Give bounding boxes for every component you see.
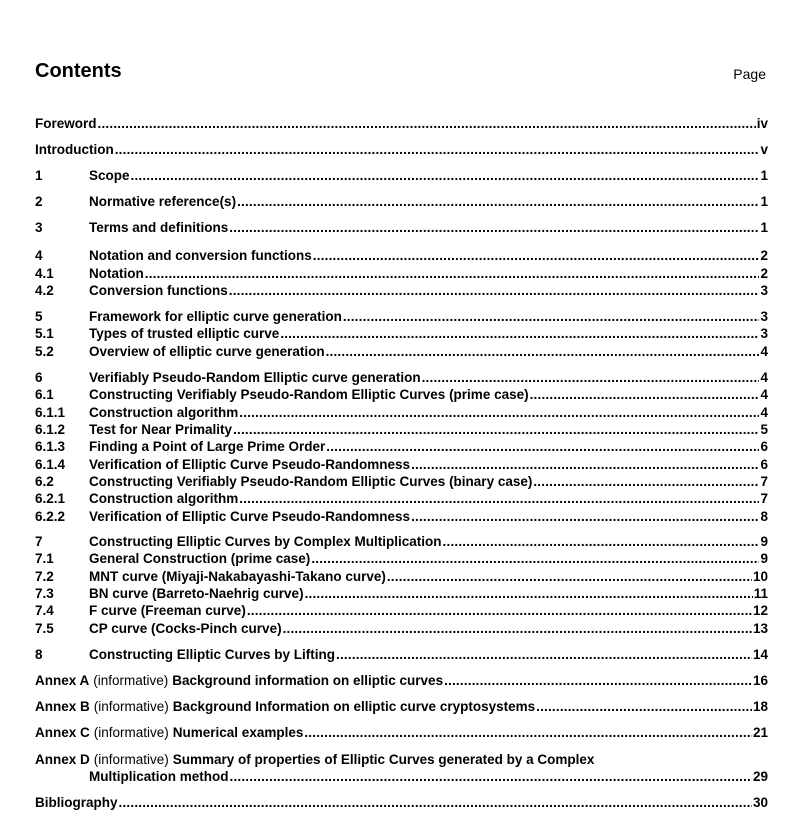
dot-leader: [280, 325, 759, 342]
toc-entry-text: BN curve (Barreto-Naehrig curve): [89, 586, 304, 601]
toc-entry[interactable]: [35, 550, 768, 567]
dot-leader: [313, 247, 760, 264]
toc-entry-text: CP curve (Cocks-Pinch curve): [89, 621, 282, 636]
toc-entry-text: Verifiably Pseudo-Random Elliptic curve generation: [89, 370, 421, 385]
toc-entry-text: Constructing Elliptic Curves by Complex Multiplication: [89, 534, 442, 549]
toc-entry[interactable]: [35, 247, 768, 264]
toc-entry-number: 4.2: [35, 283, 54, 298]
toc-entry-page: 7: [760, 474, 768, 489]
toc-entry-page: 7: [760, 491, 768, 506]
annex-label: Annex A: [35, 673, 90, 688]
toc-entry[interactable]: [35, 404, 768, 421]
dot-leader: [536, 698, 752, 715]
toc-entry-page: 14: [752, 647, 768, 662]
toc-entry-text: Construction algorithm: [89, 405, 239, 420]
toc-entry-number: 4.1: [35, 266, 54, 281]
toc-entry[interactable]: [35, 533, 768, 550]
toc-entry-number: 6.1.4: [35, 457, 66, 472]
toc-entry-page: 21: [752, 725, 768, 740]
dot-leader: [115, 141, 760, 158]
toc-entry-page: 11: [753, 586, 768, 601]
toc-entry-number: 3: [35, 220, 43, 235]
toc-entry-number: 7: [35, 534, 43, 549]
toc-entry[interactable]: [35, 438, 768, 455]
toc-entry-text: Background information on elliptic curves: [172, 673, 444, 688]
toc-entry[interactable]: [35, 193, 768, 210]
toc-entry-page: 4: [760, 387, 768, 402]
toc-entry-text: Framework for elliptic curve generation: [89, 309, 342, 324]
toc-entry-text: Normative reference(s): [89, 194, 237, 209]
toc-entry-text: Test for Near Primality: [89, 422, 233, 437]
dot-leader: [233, 421, 759, 438]
annex-type: (informative): [93, 699, 169, 714]
toc-entry-text: Verification of Elliptic Curve Pseudo-Randomness: [89, 457, 411, 472]
dot-leader: [411, 456, 759, 473]
dot-leader: [443, 533, 760, 550]
dot-leader: [237, 193, 759, 210]
toc-entry-number: 7.3: [35, 586, 54, 601]
toc-entry-number: 6.2: [35, 474, 54, 489]
toc-entry-page: 1: [760, 194, 768, 209]
dot-leader: [326, 438, 759, 455]
toc-annex-d-line1[interactable]: [35, 751, 594, 768]
toc-entry-foreword[interactable]: [35, 115, 768, 132]
dot-leader: [230, 768, 752, 785]
toc-entry-text: Bibliography: [35, 795, 118, 810]
dot-leader: [145, 265, 760, 282]
dot-leader: [533, 473, 759, 490]
toc-entry[interactable]: [35, 508, 768, 525]
toc-entry-text: Constructing Verifiably Pseudo-Random Elliptic Curves (binary case): [89, 474, 533, 489]
dot-leader: [131, 167, 760, 184]
toc-entry-page: 3: [760, 309, 768, 324]
toc-entry-page: 4: [760, 405, 768, 420]
toc-entry-page: 3: [760, 326, 768, 341]
toc-entry-page: 6: [760, 457, 768, 472]
toc-entry[interactable]: [35, 473, 768, 490]
toc-entry-page: 30: [752, 795, 768, 810]
toc-annex-d-line2[interactable]: [35, 768, 768, 785]
toc-annex-entry[interactable]: [35, 672, 768, 689]
dot-leader: [530, 386, 760, 403]
toc-entry-page: 4: [760, 370, 768, 385]
annex-label: Annex C: [35, 725, 90, 740]
toc-entry-number: 2: [35, 194, 43, 209]
toc-entry-text: F curve (Freeman curve): [89, 603, 246, 618]
dot-leader: [229, 282, 760, 299]
toc-entry[interactable]: [35, 167, 768, 184]
dot-leader: [326, 343, 760, 360]
toc-entry[interactable]: [35, 219, 768, 236]
toc-entry-text: Introduction: [35, 142, 114, 157]
toc-entry-number: 7.5: [35, 621, 54, 636]
toc-entry[interactable]: [35, 421, 768, 438]
toc-entry-number: 5: [35, 309, 43, 324]
toc-entry[interactable]: [35, 456, 768, 473]
toc-entry-page: 29: [752, 769, 768, 784]
toc-entry-page: 5: [760, 422, 768, 437]
dot-leader: [98, 115, 756, 132]
toc-entry-text: Scope: [89, 168, 130, 183]
toc-annex-entry[interactable]: [35, 698, 768, 715]
toc-entry-page: 3: [760, 283, 768, 298]
toc-entry-number: 7.2: [35, 569, 54, 584]
toc-entry-number: 7.1: [35, 551, 54, 566]
annex-type: (informative): [93, 752, 169, 767]
toc-entry-number: 8: [35, 647, 43, 662]
toc-entry-page: 16: [752, 673, 768, 688]
toc-entry-page: 4: [760, 344, 768, 359]
dot-leader: [119, 794, 752, 811]
toc-entry[interactable]: [35, 308, 768, 325]
toc-entry-page: 9: [760, 551, 768, 566]
toc-entry-text: Notation: [89, 266, 144, 281]
toc-entry-text: Notation and conversion functions: [89, 248, 312, 263]
toc-entry-page: 9: [760, 534, 768, 549]
toc-entry-number: 6: [35, 370, 43, 385]
toc-entry-text: Construction algorithm: [89, 491, 239, 506]
toc-entry-number: 7.4: [35, 603, 54, 618]
dot-leader: [304, 724, 752, 741]
toc-entry-page: 18: [752, 699, 768, 714]
toc-entry-page: 8: [760, 509, 768, 524]
dot-leader: [411, 508, 759, 525]
toc-entry[interactable]: [35, 646, 768, 663]
toc-entry-page: 1: [760, 220, 768, 235]
toc-entry-number: 6.1.2: [35, 422, 66, 437]
toc-entry-page: 12: [752, 603, 768, 618]
dot-leader: [336, 646, 752, 663]
dot-leader: [444, 672, 752, 689]
toc-entry-introduction[interactable]: [35, 141, 768, 158]
toc-entry-number: 6.2.2: [35, 509, 66, 524]
dot-leader: [239, 490, 759, 507]
toc-entry-text: Foreword: [35, 116, 97, 131]
toc-entry-text: MNT curve (Miyaji-Nakabayashi-Takano curve): [89, 569, 386, 584]
page-column-label: Page: [733, 66, 766, 82]
annex-label: Annex B: [35, 699, 90, 714]
toc-entry-text: Finding a Point of Large Prime Order: [89, 439, 326, 454]
toc-entry-text: Numerical examples: [172, 725, 304, 740]
toc-entry-bibliography[interactable]: [35, 794, 768, 811]
toc-entry[interactable]: [35, 369, 768, 386]
toc-entry-text: Summary of properties of Elliptic Curves generated by a Complex: [172, 752, 595, 767]
toc-entry-text: General Construction (prime case): [89, 551, 311, 566]
toc-entry-text: Constructing Verifiably Pseudo-Random Elliptic Curves (prime case): [89, 387, 529, 402]
toc-entry-number: 6.2.1: [35, 491, 66, 506]
toc-entry[interactable]: [35, 602, 768, 619]
toc-entry-number: 6.1: [35, 387, 54, 402]
toc-entry-page: 1: [760, 168, 768, 183]
toc-entry[interactable]: [35, 490, 768, 507]
annex-label: Annex D: [35, 752, 90, 767]
toc-entry[interactable]: [35, 282, 768, 299]
toc-entry[interactable]: [35, 343, 768, 360]
dot-leader: [343, 308, 760, 325]
toc-entry-text: Types of trusted elliptic curve: [89, 326, 280, 341]
toc-entry[interactable]: [35, 620, 768, 637]
toc-annex-entry[interactable]: [35, 724, 768, 741]
annex-type: (informative): [93, 725, 169, 740]
toc-entry-number: 4: [35, 248, 43, 263]
toc-entry[interactable]: [35, 568, 768, 585]
dot-leader: [247, 602, 752, 619]
annex-type: (informative): [93, 673, 169, 688]
dot-leader: [283, 620, 752, 637]
toc-entry-text: Multiplication method: [89, 769, 229, 784]
toc-entry[interactable]: [35, 325, 768, 342]
toc-entry-page: 13: [752, 621, 768, 636]
dot-leader: [239, 404, 759, 421]
toc-entry-text: Terms and definitions: [89, 220, 229, 235]
toc-entry-number: 5.2: [35, 344, 54, 359]
dot-leader: [387, 568, 752, 585]
toc-entry-number: 6.1.3: [35, 439, 66, 454]
dot-leader: [229, 219, 759, 236]
toc-entry-page: v: [760, 142, 768, 157]
toc-entry-text: Verification of Elliptic Curve Pseudo-Randomness: [89, 509, 411, 524]
dot-leader: [305, 585, 753, 602]
toc-entry[interactable]: [35, 265, 768, 282]
toc-entry-page: iv: [756, 116, 768, 131]
toc-entry-text: Overview of elliptic curve generation: [89, 344, 325, 359]
toc-entry-number: 5.1: [35, 326, 54, 341]
toc-entry-text: Constructing Elliptic Curves by Lifting: [89, 647, 336, 662]
toc-entry-number: 6.1.1: [35, 405, 66, 420]
toc-entry-number: 1: [35, 168, 43, 183]
toc-entry-page: 2: [760, 266, 768, 281]
toc-entry[interactable]: [35, 585, 768, 602]
toc-entry[interactable]: [35, 386, 768, 403]
toc-entry-page: 10: [752, 569, 768, 584]
page-title: Contents: [35, 60, 122, 82]
toc-entry-text: Conversion functions: [89, 283, 228, 298]
toc-entry-text: Background Information on elliptic curve cryptosystems: [172, 699, 536, 714]
toc-entry-page: 2: [760, 248, 768, 263]
toc-entry-page: 6: [760, 439, 768, 454]
dot-leader: [311, 550, 759, 567]
dot-leader: [422, 369, 760, 386]
